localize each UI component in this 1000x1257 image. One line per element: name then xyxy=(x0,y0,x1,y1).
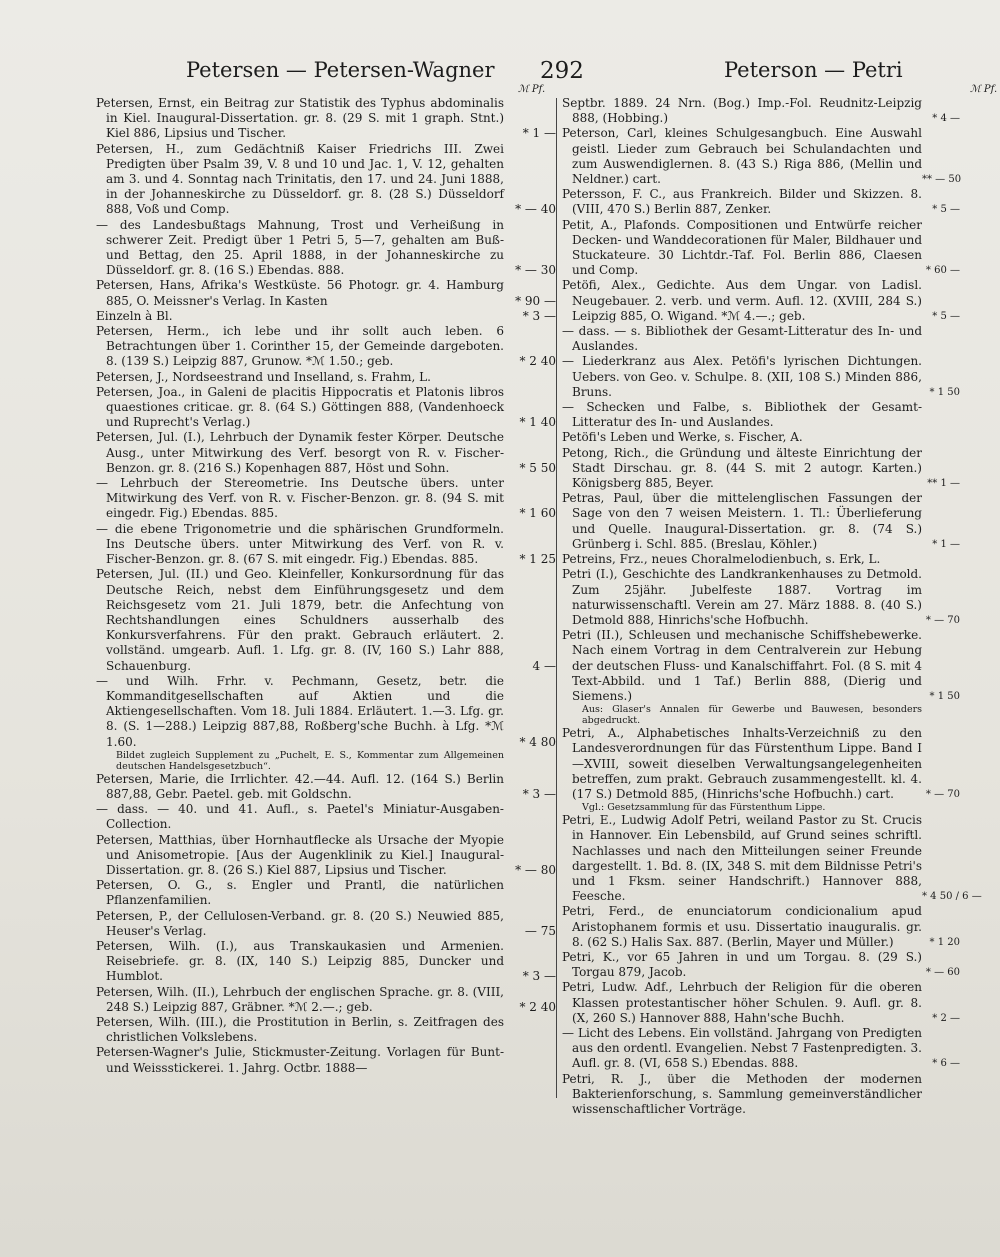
page-header xyxy=(0,58,1000,92)
entry-price: * 4 50 / 6 — xyxy=(922,891,982,903)
entry-text: Petri (I.), Geschichte des Landkrankenhauses zu Detmold. Zum 25jähr. Jubelfeste 1887. Vortrag im naturwissenschaftl. Verein am 27. März 1888. 8. (40 S.) Detmold 888, Hinrichs'sche Hofbuchh. xyxy=(562,567,922,627)
entry-text: Petri, R. J., über die Methoden der modernen Bakterienforschung, s. Sammlung gemeinverständlicher wissenschaftlicher Vorträge. xyxy=(562,1071,922,1116)
entry-price: 4 — xyxy=(532,658,556,673)
entry-text: Petersen, O. G., s. Engler und Prantl, die natürlichen Pflanzenfamilien. xyxy=(96,878,504,908)
entry-price: * 1 25 xyxy=(519,552,556,567)
entry-price: ** 1 — xyxy=(927,478,960,490)
entry-text: — Liederkranz aus Alex. Petöfi's lyrischen Dichtungen. Uebers. von Geo. v. Schulpe. 8. (XII, 108 S.) Minden 886, Bruns. xyxy=(562,354,922,399)
header-left-title: Petersen — Petersen-Wagner xyxy=(186,58,495,82)
entry-text: Einzeln à Bl. xyxy=(96,308,173,323)
entry-price: * — 60 xyxy=(925,967,960,979)
entry-price: * 1 50 xyxy=(929,690,960,702)
entry-price: * 90 — xyxy=(515,293,556,308)
catalog-entry xyxy=(562,218,960,279)
catalog-entry xyxy=(562,552,960,567)
entry-price: * — 40 xyxy=(515,202,556,217)
entry-text: Petri, E., Ludwig Adolf Petri, weiland Pastor zu St. Crucis in Hannover. Ein Lebensbild, auf Grund seines schriftl. Nachlasses und nach den Mitteilungen seiner Freunde dargestellt. 1. Bd. 8. (IX, 348 S. mit dem Bildnisse Petri's und 1 Fksm. seiner Handschrift.) Hannover 888, Feesche. xyxy=(562,813,922,904)
entry-text: Peterson, Carl, kleines Schulgesangbuch. Eine Auswahl geistl. Lieder zum Gebrauch bei Schulandachten und zum Auswendiglernen. 8. (43 S.) Riga 886, (Mellin und Neldner.) cart. xyxy=(562,126,922,187)
entry-text: — dass. — 40. und 41. Aufl., s. Paetel's Miniatur-Ausgaben-Collection. xyxy=(96,802,504,832)
entry-text: Petersen, Ernst, ein Beitrag zur Statistik des Typhus abdominalis in Kiel. Inaugural-Dissertation. gr. 8. (29 S. mit 1 graph. Stnt.) Kiel 886, Lipsius und Tischer. xyxy=(96,96,504,141)
catalog-entry xyxy=(96,985,556,1015)
entry-price: * 1 50 xyxy=(929,386,960,398)
entry-price: * 4 — xyxy=(932,113,960,125)
entry-text: — Licht des Lebens. Ein vollständ. Jahrgang von Predigten aus den ordentl. Evangelien. Nebst 7 Fastenpredigten. 3. Aufl. gr. 8. (VI, 658 S.) Ebendas. 888. xyxy=(562,1025,922,1071)
catalog-entry xyxy=(562,950,960,980)
catalog-entry xyxy=(562,628,960,704)
entry-price: * 5 — xyxy=(932,204,960,216)
entry-text: Petersen, J., Nordseestrand und Inselland, s. Frahm, L. xyxy=(96,369,431,384)
catalog-entry xyxy=(96,909,556,939)
catalog-entry xyxy=(96,674,556,750)
entry-text: Petri (II.), Schleusen und mechanische Schiffshebewerke. Nach einem Vortrag in dem Centralverein zur Hebung der deutschen Fluss- und Kanalschiffahrt. Fol. (8 S. mit 4 Text-Abbild. und 1 Taf.) Berlin 888, (Dierig und Siemens.) xyxy=(562,628,922,703)
entry-text: Petersson, F. C., aus Frankreich. Bilder und Skizzen. 8. (VIII, 470 S.) Berlin 887, Zenker. xyxy=(562,187,922,217)
entry-price: * 2 40 xyxy=(519,999,556,1014)
left-column xyxy=(96,96,556,1076)
column-divider xyxy=(556,98,557,1098)
entry-price: * 6 — xyxy=(932,1058,960,1070)
catalog-entry xyxy=(96,1015,556,1045)
header-right-title: Peterson — Petri xyxy=(724,58,903,82)
entry-note: Vgl.: Gesetzsammlung für das Fürstenthum Lippe. xyxy=(582,802,826,814)
entry-text: Petreins, Frz., neues Choralmelodienbuch, s. Erk, L. xyxy=(562,552,881,567)
entry-text: Petit, A., Plafonds. Compositionen und Entwürfe reicher Decken- und Wanddecorationen für Maler, Bildhauer und Stuckateure. 30 Lichtdr.-Taf. Fol. Berlin 886, Claesen und Comp. xyxy=(562,217,922,278)
catalog-entry xyxy=(562,400,960,430)
catalog-entry xyxy=(96,96,556,142)
entry-text: Septbr. 1889. 24 Nrn. (Bog.) Imp.-Fol. Reudnitz-Leipzig 888, (Hobbing.) xyxy=(562,96,922,126)
catalog-entry xyxy=(562,567,960,628)
price-unit-left: ℳ Pf. xyxy=(518,84,546,95)
catalog-entry xyxy=(96,142,556,218)
page-number: 292 xyxy=(540,58,584,84)
catalog-entry xyxy=(562,1026,960,1072)
entry-text: Petersen, H., zum Gedächtniß Kaiser Friedrichs III. Zwei Predigten über Psalm 39, V. 8 und 10 und Jac. 1, V. 12, gehalten am 3. und 4. Sonntag nach Trinitatis, den 17. und 24. Juni 1888, in der Johanneskirche zu Düsseldorf. gr. 8. (28 S.) Düsseldorf 888, Voß und Comp. xyxy=(96,141,504,217)
catalog-entry xyxy=(562,187,960,217)
catalog-entry xyxy=(562,491,960,552)
entry-text: Petersen, Jul. (II.) und Geo. Kleinfeller, Konkursordnung für das Deutsche Reich, nebst dem Einführungsgesetz und dem Reichsgesetz vom 21. Juli 1879, betr. die Anfechtung von Rechtshandlungen eines Schuldners ausserhalb des Konkursverfahrens. Für den prakt. Gebrauch erläutert. 2. vollständ. umgearb. Aufl. 1. Lfg. gr. 8. (IV, 160 S.) Lahr 888, Schauenburg. xyxy=(96,567,504,673)
entry-price: * — 70 xyxy=(925,788,960,800)
catalog-entry xyxy=(562,904,960,950)
entry-text: Petersen, Jul. (I.), Lehrbuch der Dynamik fester Körper. Deutsche Ausg., unter Mitwirkung des Verf. besorgt von R. v. Fischer-Benzon. gr. 8. (216 S.) Kopenhagen 887, Höst und Sohn. xyxy=(96,430,504,475)
entry-price: — 75 xyxy=(524,923,556,938)
entry-note: Aus: Glaser's Annalen für Gewerbe und Bauwesen, besonders abgedruckt. xyxy=(582,704,922,727)
entry-text: Petras, Paul, über die mittelenglischen Fassungen der Sage von den 7 weisen Meistern. 1. Tl.: Überlieferung und Quelle. Inaugural-Dissertation. gr. 8. (74 S.) Grünberg i. Schl. 885. (Breslau, Köhler.) xyxy=(562,491,922,551)
entry-text: Petersen-Wagner's Julie, Stickmuster-Zeitung. Vorlagen für Bunt- und Weissstickerei. 1. Jahrg. Octbr. 1888— xyxy=(96,1045,504,1075)
entry-price: * 1 20 xyxy=(929,936,960,948)
catalog-entry xyxy=(96,430,556,476)
catalog-entry xyxy=(562,980,960,1026)
catalog-entry xyxy=(562,726,960,802)
entry-price: * 1 — xyxy=(932,538,960,550)
entry-text: — des Landesbußtags Mahnung, Trost und Verheißung in schwerer Zeit. Predigt über 1 Petri 5, 5—7, gehalten am Buß- und Bettag, den 25. April 1888, in der Johanneskirche zu Düsseldorf. gr. 8. (16 S.) Ebendas. 888. xyxy=(96,217,504,278)
catalog-entry xyxy=(96,567,556,673)
entry-price: * — 80 xyxy=(515,862,556,877)
entry-text: Petri, Ferd., de enunciatorum condicionalium apud Aristophanem formis et usu. Dissertatio inauguralis. gr. 8. (62 S.) Halis Sax. 887. (Berlin, Mayer und Müller.) xyxy=(562,904,922,949)
catalog-entry xyxy=(96,878,556,908)
entry-text: — Lehrbuch der Stereometrie. Ins Deutsche übers. unter Mitwirkung des Verf. von R. v. Fischer-Benzon. gr. 8. (94 S. mit eingedr. Fig.) Ebendas. 885. xyxy=(96,476,504,521)
entry-text: Petersen, Wilh. (II.), Lehrbuch der englischen Sprache. gr. 8. (VIII, 248 S.) Leipzig 887, Gräbner. *ℳ 2.—.; geb. xyxy=(96,984,504,1014)
entry-price: * — 70 xyxy=(925,614,960,626)
entry-text: Petersen, Joa., in Galeni de placitis Hippocratis et Platonis libros quaestiones criticae. gr. 8. (64 S.) Göttingen 888, (Vandenhoeck und Ruprecht's Verlag.) xyxy=(96,384,504,430)
entry-text: Petersen, Hans, Afrika's Westküste. 56 Photogr. gr. 4. Hamburg 885, O. Meissner's Verlag. In Kasten xyxy=(96,278,504,308)
entry-text: — Schecken und Falbe, s. Bibliothek der Gesamt-Litteratur des In- und Auslandes. xyxy=(562,400,922,430)
catalog-entry xyxy=(96,385,556,431)
entry-text: Petersen, Wilh. (I.), aus Transkaukasien und Armenien. Reisebriefe. gr. 8. (IX, 140 S.) Leipzig 885, Duncker und Humblot. xyxy=(96,938,504,984)
catalog-entry xyxy=(562,446,960,492)
entry-text: — dass. — s. Bibliothek der Gesamt-Litteratur des In- und Auslandes. xyxy=(562,324,922,354)
entry-price: * 60 — xyxy=(925,265,960,277)
catalog-entry xyxy=(96,772,556,802)
catalog-entry xyxy=(96,802,556,832)
entry-text: Petersen, Herm., ich lebe und ihr sollt auch leben. 6 Betrachtungen über 1. Corinther 15, der Gemeinde dargeboten. 8. (139 S.) Leipzig 887, Grunow. *ℳ 1.50.; geb. xyxy=(96,324,504,369)
entry-price: * — 30 xyxy=(515,263,556,278)
catalog-entry xyxy=(96,309,556,324)
right-column xyxy=(562,96,982,1117)
entry-text: Petersen, P., der Cellulosen-Verband. gr. 8. (20 S.) Neuwied 885, Heuser's Verlag. xyxy=(96,908,504,938)
entry-text: Petri, Ludw. Adf., Lehrbuch der Religion für die oberen Klassen protestantischer höher Schulen. 9. Aufl. gr. 8. (X, 260 S.) Hannover 888, Hahn'sche Buchh. xyxy=(562,980,922,1025)
catalog-entry xyxy=(562,278,960,324)
entry-price: * 5 — xyxy=(932,310,960,322)
entry-price: * 3 — xyxy=(522,786,556,801)
entry-text: Petersen, Matthias, über Hornhautflecke als Ursache der Myopie und Anisometropie. [Aus der Augenklinik zu Kiel.] Inaugural-Dissertation. gr. 8. (26 S.) Kiel 887, Lipsius und Tischer. xyxy=(96,832,504,877)
catalog-entry xyxy=(96,218,556,279)
entry-text: Petri, A., Alphabetisches Inhalts-Verzeichniß zu den Landesverordnungen für das Fürstenthum Lippe. Band I—XVIII, soweit dieselben Verwaltungsangelegenheiten betreffen, zum prakt. Gebrauch zusammengestellt. kl. 4. (17 S.) Detmold 885, (Hinrichs'sche Hofbuchh.) cart. xyxy=(562,726,922,801)
catalog-entry xyxy=(562,1072,960,1118)
entry-price: * 3 — xyxy=(522,969,556,984)
catalog-entry xyxy=(96,278,556,308)
catalog-entry xyxy=(562,813,982,904)
catalog-entry xyxy=(96,522,556,568)
catalog-entry xyxy=(96,939,556,985)
entry-price: * 1 — xyxy=(522,126,556,141)
catalog-entry xyxy=(562,96,960,126)
price-unit-right: ℳ Pf. xyxy=(970,84,998,95)
entry-text: Petersen, Marie, die Irrlichter. 42.—44. Aufl. 12. (164 S.) Berlin 887,88, Gebr. Paetel. geb. mit Goldschn. xyxy=(96,771,504,801)
entry-price: * 2 — xyxy=(932,1012,960,1024)
catalog-entry xyxy=(562,430,960,445)
entry-text: Petong, Rich., die Gründung und älteste Einrichtung der Stadt Dirschau. gr. 8. (44 S. mit 2 autogr. Karten.) Königsberg 885, Beyer. xyxy=(562,445,922,491)
entry-price: * 3 — xyxy=(522,308,556,323)
entry-text: — die ebene Trigonometrie und die sphärischen Grundformeln. Ins Deutsche übers. unter Mitwirkung des Verf. von R. v. Fischer-Benzon. gr. 8. (67 S. mit eingedr. Fig.) Ebendas. 885. xyxy=(96,521,504,567)
entry-price: * 2 40 xyxy=(519,354,556,369)
entry-text: Petri, K., vor 65 Jahren in und um Torgau. 8. (29 S.) Torgau 879, Jacob. xyxy=(562,949,922,980)
entry-text: Petöfi's Leben und Werke, s. Fischer, A. xyxy=(562,430,803,445)
catalog-entry xyxy=(562,126,960,187)
catalog-entry xyxy=(96,833,556,879)
entry-text: Petöfi, Alex., Gedichte. Aus dem Ungar. von Ladisl. Neugebauer. 2. verb. und verm. Aufl. 12. (XVIII, 284 S.) Leipzig 885, O. Wigand. *ℳ 4.—.; geb. xyxy=(562,278,922,323)
entry-note: Bildet zugleich Supplement zu „Puchelt, E. S., Kommentar zum Allgemeinen deutschen Handelsgesetzbuch“. xyxy=(116,749,504,772)
catalog-entry xyxy=(562,354,960,400)
entry-text: Petersen, Wilh. (III.), die Prostitution in Berlin, s. Zeitfragen des christlichen Volkslebens. xyxy=(96,1014,504,1045)
entry-price: * 4 80 xyxy=(519,734,556,749)
catalog-entry xyxy=(96,1045,556,1075)
catalog-entry xyxy=(96,324,556,370)
catalog-entry xyxy=(96,476,556,522)
catalog-entry xyxy=(96,370,556,385)
entry-price: * 5 50 xyxy=(519,460,556,475)
entry-price: * 1 60 xyxy=(519,506,556,521)
catalog-entry xyxy=(562,324,960,354)
entry-text: — und Wilh. Frhr. v. Pechmann, Gesetz, betr. die Kommanditgesellschaften auf Aktien und die Aktiengesellschaften. Vom 18. Juli 1884. Erläutert. 1.—3. Lfg. gr. 8. (S. 1—288.) Leipzig 887,88, Roßberg'sche Buchh. à Lfg. *ℳ 1.60. xyxy=(96,673,504,749)
entry-price: * 1 40 xyxy=(519,415,556,430)
entry-price: ** — 50 xyxy=(922,174,962,186)
